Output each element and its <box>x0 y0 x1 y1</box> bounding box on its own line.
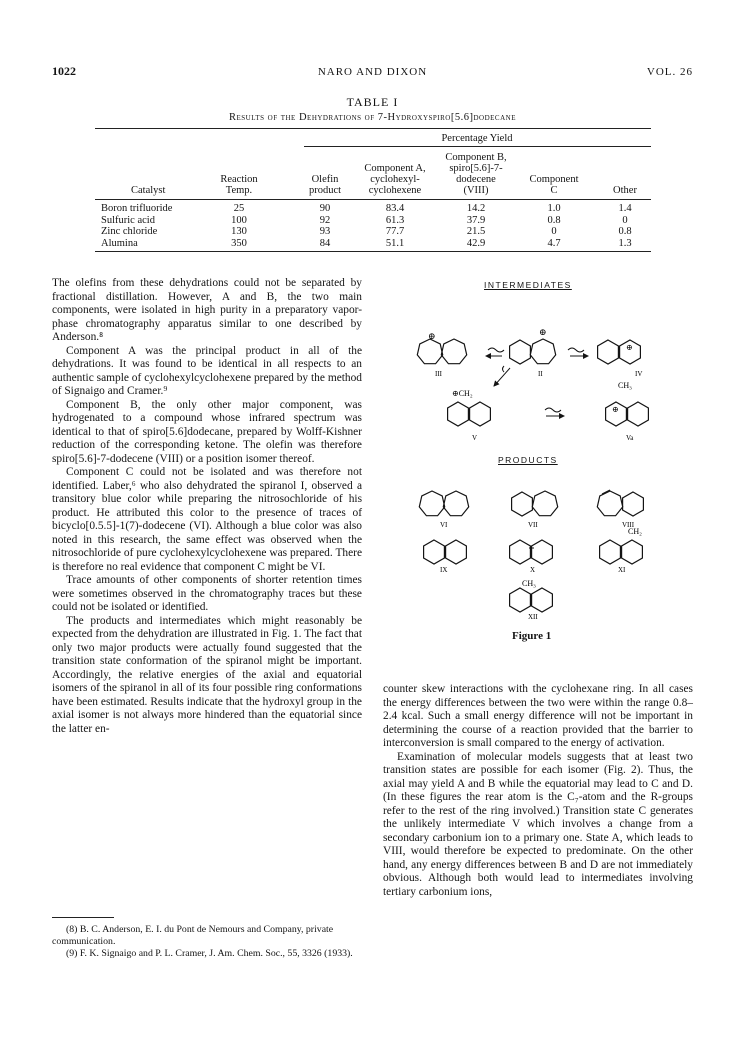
plus-charge: ⊕ <box>612 405 619 414</box>
substituent-ch2: CH₂ <box>628 527 642 536</box>
table-cell-c: 1.0 <box>547 203 561 214</box>
label-II: II <box>538 370 543 378</box>
label-III: III <box>435 370 442 378</box>
structure-VIII <box>597 490 643 516</box>
table-cell-b: 14.2 <box>466 203 486 214</box>
col-header-catalyst <box>101 185 221 196</box>
col-header-temp-l1: Reaction <box>220 174 258 185</box>
table-cell-c: 0 <box>551 226 557 237</box>
table-group-header: Percentage Yield <box>441 133 513 144</box>
table-bottom-rule <box>95 251 651 252</box>
structure-III <box>417 331 466 364</box>
structure-X <box>510 540 553 564</box>
col-header-olefin <box>300 174 350 196</box>
page-number: 1022 <box>52 64 76 78</box>
table-cell-temp: 130 <box>231 226 247 237</box>
left-column-text <box>52 277 362 736</box>
table-cell-a: 51.1 <box>385 237 405 249</box>
table-cell-other: 1.4 <box>618 203 632 214</box>
arrow-V-to-Va <box>545 408 564 416</box>
table-cell-catalyst: Alumina <box>101 237 138 249</box>
substituent-ch2-plus: ⊕CH₂ <box>452 389 473 398</box>
col-header-c <box>522 174 586 196</box>
label-XI: XI <box>618 566 626 574</box>
table-cell-olefin: 90 <box>319 203 331 214</box>
right-paragraph: counter skew interactions with the cyclohexane ring. In all cases the energy differences between the two were within the range 0.8–2.4 kcal. Such a small energy difference will not be important in determining the course of a reaction provided that the barrier to interconversion is small compared to the energy of activation. <box>383 683 693 749</box>
structure-V <box>448 402 491 426</box>
footnote: (9) F. K. Signaigo and P. L. Cramer, J. Am. Chem. Soc., 55, 3326 (1933). <box>66 948 353 959</box>
table-cell-olefin: 93 <box>319 226 331 237</box>
col-header-a-l2: cyclohexyl- <box>370 174 420 185</box>
structure-II <box>510 327 556 364</box>
table-group-rule <box>304 146 651 147</box>
right-paragraph: Examination of molecular models suggests that at least two transition states are possible for each isomer (Fig. 2). Thus, the axial may yield A and B while the equatorial may lead to C and D. (In these figures the rear atom is the C₇-atom and the R-groups refer to the rest of the ring involved.) Transition state C generates the unlikely intermediate V which involves a change from a secondary carbonium ion to a primary one. State A, which leads to VIII, would therefore be expected to predominate. On the other hand, any energy differences between B and D are not immediately obvious. Although both would lead to intermediates involving tertiary carbonium ions, <box>383 750 693 898</box>
table-cell-catalyst: Zinc chloride <box>101 226 158 237</box>
plus-charge: ⊕ <box>428 331 436 341</box>
table-cell-other: 1.3 <box>618 237 632 249</box>
arrow-II-to-III <box>486 348 504 356</box>
col-header-b <box>436 152 516 196</box>
table-cell-olefin: 92 <box>319 214 331 226</box>
label-V: V <box>472 434 478 442</box>
structure-IV <box>598 340 641 364</box>
left-paragraph: The products and intermediates which might reasonably be expected from the dehydration are illustrated in Fig. 1. The fact that only two major products were actually found suggested that the transition state conformation of the spiranol might be important. Accordingly, the relative energies of the axial and equatorial isomers of the spiranol in all of its four possible ring conformations have been estimated. Results indicate that the hydroxyl group in the axial isomer is not always more hindered than the equatorial since the latter en- <box>52 614 362 735</box>
left-paragraph: The olefins from these dehydrations could not be separated by fractional distillation. However, A and B, the two main components, were isolated in high purity in a preparatory vapor-phase chromatography apparatus similar to one described by Anderson.⁸ <box>52 277 362 343</box>
col-header-a-l1: Component A, <box>364 163 426 174</box>
table-cell-a: 83.4 <box>385 203 405 214</box>
label-VI: VI <box>440 521 448 529</box>
footnote: (8) B. C. Anderson, E. I. du Pont de Nemours and Company, private communication. <box>52 924 334 947</box>
table-cell-c: 4.7 <box>547 237 561 249</box>
label-IV: IV <box>635 370 643 378</box>
label-XII: XII <box>528 613 538 620</box>
products-heading: PRODUCTS <box>498 455 558 465</box>
running-title: NARO AND DIXON <box>317 66 428 78</box>
right-column-text <box>383 683 693 899</box>
col-header-b-l3: dodecene <box>456 174 496 185</box>
table-header-rule <box>95 199 651 200</box>
table-cell-catalyst: Boron trifluoride <box>101 203 173 214</box>
table-cell-temp: 350 <box>231 237 247 249</box>
table-cell-a: 61.3 <box>385 214 405 226</box>
left-paragraph: Component B, the only other major component, was hydrogenated to a compound whose infrared spectrum was identical to that of spiro[5.6]dodecane, prepared by Wolff-Kishner reduction of the corresponding ketone. The olefin was therefore spiro[5.6]-7-dodecene (VIII) or a position isomer thereof. <box>52 398 362 465</box>
col-header-olefin-l2: product <box>308 185 342 196</box>
intermediates-heading: INTERMEDIATES <box>484 280 572 290</box>
label-Va: Va <box>626 434 634 442</box>
table-cell-temp: 100 <box>231 214 247 226</box>
footnote-rule <box>52 917 114 918</box>
col-header-temp-l2: Temp. <box>225 185 253 196</box>
structure-VI <box>419 491 468 516</box>
col-header-c-l2: C <box>550 185 558 196</box>
table-cell-c: 0.8 <box>547 214 561 226</box>
col-header-catalyst-text: Catalyst <box>131 185 166 196</box>
table-cell-temp: 25 <box>233 203 245 214</box>
table-cell-olefin: 84 <box>319 237 331 249</box>
col-header-c-l1: Component <box>529 174 579 185</box>
left-paragraph: Component A was the principal product in all of the dehydrations. It was found to be identical in all respects to an authentic sample of cyclohexylcyclohexene prepared by the method of Signaigo and Cramer.⁹ <box>52 344 362 397</box>
label-VIII: VIII <box>622 521 635 529</box>
structure-XI <box>600 540 643 564</box>
figure-caption: Figure 1 <box>512 630 552 642</box>
label-X: X <box>530 566 536 574</box>
table-cell-catalyst: Sulfuric acid <box>101 214 155 226</box>
table-cell-a: 77.7 <box>385 226 405 237</box>
col-header-olefin-l1: Olefin <box>311 174 339 185</box>
plus-charge: ⊕ <box>626 343 633 352</box>
col-header-temp <box>214 174 264 196</box>
col-header-a <box>356 163 434 196</box>
figure-1-structures <box>410 290 670 620</box>
table-cell-b: 37.9 <box>466 214 486 226</box>
table-top-rule <box>95 128 651 129</box>
plus-charge: ⊕ <box>539 327 547 337</box>
left-paragraph: Trace amounts of other components of shorter retention times were sometimes observed in the chromatography traces but these could not be isolated or identified. <box>52 574 362 613</box>
structure-IX <box>424 540 467 564</box>
volume-label: VOL. 26 <box>646 66 693 78</box>
arrow-II-to-V <box>494 366 510 386</box>
structure-Va <box>606 402 649 426</box>
col-header-b-l1: Component B, <box>445 152 507 163</box>
left-paragraph: Component C could not be isolated and was therefore not identified. Laber,⁶ who also dehydrated the spiranol I, observed a transitory blue color while preparing the nitrosochloride of his product. He attributed this color to the presence of traces of bicyclo[0.5.5]-1(7)-dodecene (VI). Although a blue color was also noted in this research, the same effect was observed when the nitrosochloride of pure cyclohexylcyclohexene was prepared. There is therefore no real evidence that component C might be VI. <box>52 466 362 573</box>
substituent-ch3: CH₃ <box>618 381 632 390</box>
col-header-b-l2: spiro[5.6]-7- <box>449 163 503 174</box>
table-cell-other: 0 <box>622 214 628 226</box>
arrow-II-to-IV <box>568 348 588 356</box>
table-cell-b: 42.9 <box>466 237 486 249</box>
col-header-b-l4: (VIII) <box>463 185 489 196</box>
label-IX: IX <box>440 566 448 574</box>
table-title: TABLE I <box>346 95 399 109</box>
table-caption: Results of the Dehydrations of 7-Hydroxyspiro[5.6]dodecane <box>229 112 516 123</box>
structure-VII <box>512 491 558 516</box>
label-VII: VII <box>528 521 538 529</box>
col-header-a-l3: cyclohexene <box>368 185 422 196</box>
structure-XII <box>510 588 553 612</box>
footnotes <box>52 924 362 961</box>
col-header-other: Other <box>613 185 637 196</box>
table-cell-other: 0.8 <box>618 226 632 237</box>
table-cell-b: 21.5 <box>466 226 486 237</box>
substituent-ch3: CH₃ <box>522 579 536 588</box>
